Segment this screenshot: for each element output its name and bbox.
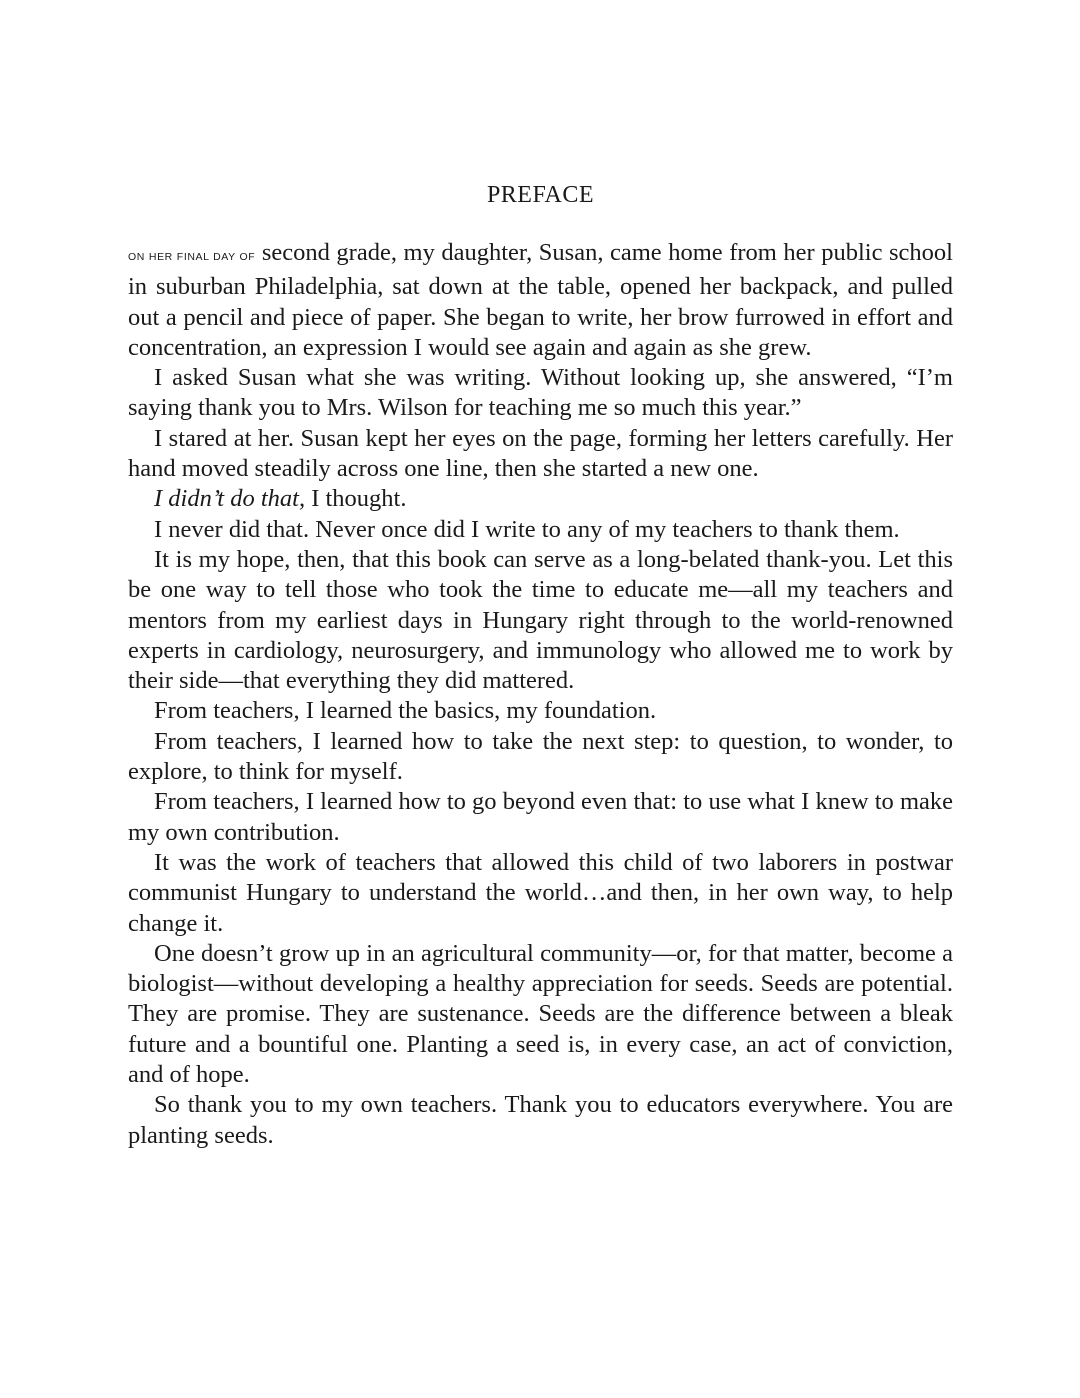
paragraph-1 [128,238,953,363]
paragraph-text: I thought. [305,485,407,513]
paragraph-10: It was the work of teachers that allowed this child of two laborers in postwar communist Hungary to understand the world…and then, in her own way, to help change it. [128,848,953,937]
paragraph-12: So thank you to my own teachers. Thank you to educators everywhere. You are planting seeds. [128,1091,953,1149]
paragraph-5: I never did that. Never once did I write to any of my teachers to thank them. [154,515,900,543]
paragraph-6: It is my hope, then, that this book can serve as a long-belated thank-you. Let this be one way to tell those who took the time to educate me—all my teachers and mentors from my earliest days in Hungary right through to the world-renowned experts in cardiology, neurosurgery, and immunology who allowed me to work by their side—that everything they did mattered. [128,545,953,695]
document-page [128,178,953,1151]
document-body [128,238,953,1151]
paragraph-4 [128,484,953,514]
paragraph-3: I stared at her. Susan kept her eyes on the page, forming her letters carefully. Her hand moved steadily across one line, then she started a new one. [128,424,953,483]
paragraph-2: I asked Susan what she was writing. Without looking up, she answered, “I’m saying thank you to Mrs. Wilson for teaching me so much this year.” [128,364,953,422]
italic-thought: I didn’t do that, [154,485,306,513]
paragraph-9: From teachers, I learned how to go beyond even that: to use what I knew to make my own contribution. [128,788,953,846]
paragraph-8: From teachers, I learned how to take the next step: to question, to wonder, to explore, to think for myself. [128,727,953,786]
lead-in: ON HER FINAL DAY OF [128,251,256,263]
paragraph-11: One doesn’t grow up in an agricultural community—or, for that matter, become a biologist—without developing a healthy appreciation for seeds. Seeds are potential. They are promise. They are sustenance. Seeds are the difference between a bleak future and a bountiful one. Planting a seed is, in every case, an act of conviction, and of hope. [128,939,953,1089]
paragraph-text: second grade, my daughter, Susan, came home from her public school in suburban Philadelphia, sat down at the table, opened her backpack, and pulled out a pencil and piece of paper. She began to write, her brow furrowed in effort and concentration, an expression I would see again and again as she grew. [128,239,953,361]
page-title: PREFACE [486,182,595,208]
paragraph-7: From teachers, I learned the basics, my foundation. [154,697,657,725]
